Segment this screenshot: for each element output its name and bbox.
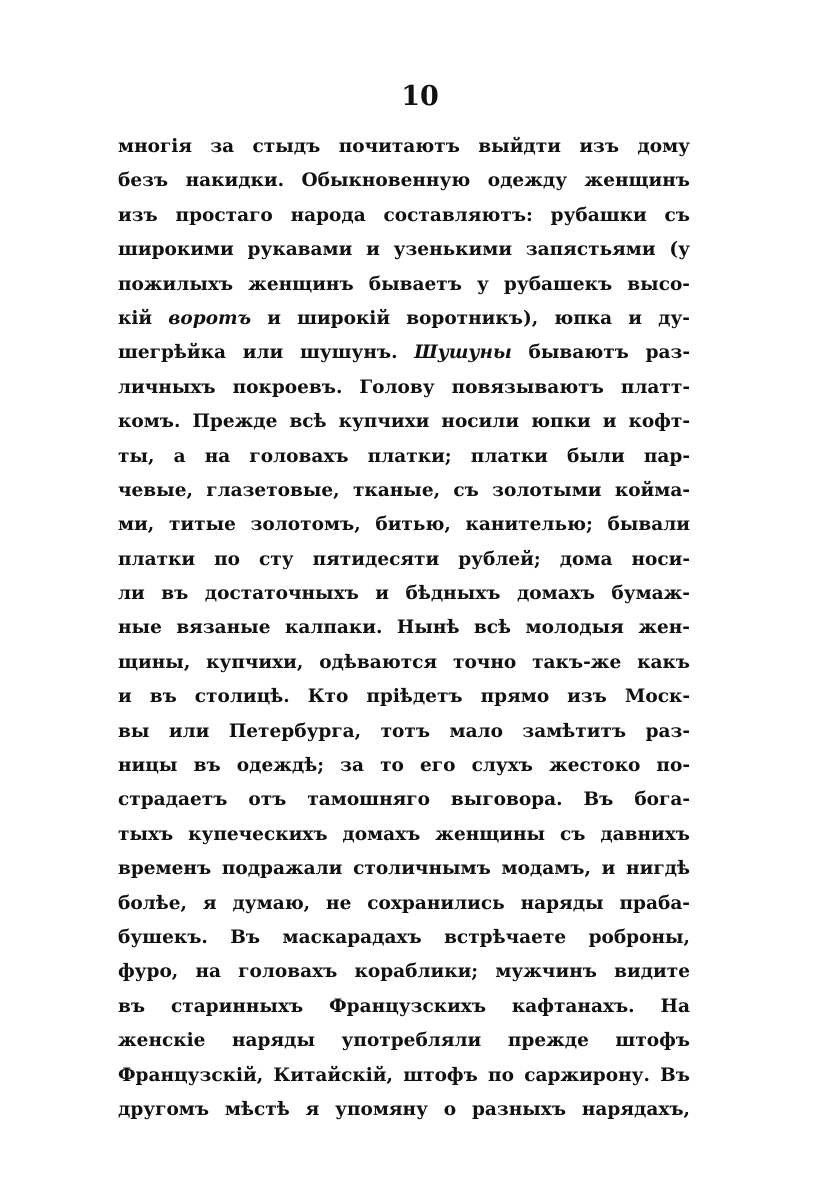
text-line bbox=[118, 749, 690, 783]
text-line bbox=[118, 405, 690, 439]
text-line bbox=[118, 164, 690, 198]
text-segment: безъ накидки. Обыкновенную одежду женщинъ bbox=[118, 170, 690, 192]
text-line bbox=[118, 336, 690, 370]
text-line bbox=[118, 1093, 690, 1127]
text-segment: широкими рукавами и узенькими запястьями (у bbox=[118, 239, 690, 261]
italic-term: Шушуны bbox=[414, 342, 512, 364]
text-line bbox=[118, 955, 690, 989]
text-line bbox=[118, 852, 690, 886]
text-segment: щины, купчихи, одѣваются точно такъ-же какъ bbox=[118, 651, 690, 673]
text-line bbox=[118, 611, 690, 645]
text-line bbox=[118, 990, 690, 1024]
text-line bbox=[118, 130, 690, 164]
text-line bbox=[118, 268, 690, 302]
text-segment: многія за стыдъ почитаютъ выйдти изъ дому bbox=[118, 136, 690, 157]
text-line bbox=[118, 474, 690, 508]
text-segment: бываютъ раз- bbox=[511, 342, 690, 364]
text-line bbox=[118, 887, 690, 921]
text-segment: вы или Петербурга, тотъ мало замѣтитъ раз- bbox=[118, 720, 690, 742]
text-line bbox=[118, 508, 690, 542]
text-line bbox=[118, 233, 690, 267]
text-line bbox=[118, 440, 690, 474]
text-segment: тыхъ купеческихъ домахъ женщины съ давнихъ bbox=[118, 823, 690, 845]
text-segment: и въ столицѣ. Кто пріѣдетъ прямо изъ Моск- bbox=[118, 686, 690, 708]
text-segment: болѣе, я думаю, не сохранились наряды праба- bbox=[118, 892, 690, 914]
text-line bbox=[118, 818, 690, 852]
text-segment: шегрѣйка или шушунъ. bbox=[118, 342, 415, 364]
text-line bbox=[118, 302, 690, 336]
text-segment: ли въ достаточныхъ и бѣдныхъ домахъ бумаж- bbox=[118, 583, 690, 605]
text-segment: платки по сту пятидесяти рублей; дома носи- bbox=[118, 548, 690, 570]
text-segment: кій bbox=[118, 307, 169, 329]
text-segment: временъ подражали столичнымъ модамъ, и нигдѣ bbox=[118, 858, 690, 880]
text-segment: и широкій воротникъ), юпка и ду- bbox=[251, 307, 690, 329]
text-line bbox=[118, 715, 690, 749]
text-segment: ные вязаные калпаки. Нынѣ всѣ молодыя жен- bbox=[118, 617, 690, 639]
text-segment: другомъ мѣстѣ я упомяну о разныхъ нарядахъ, bbox=[118, 1098, 690, 1120]
text-segment: чевые, глазетовые, тканые, съ золотыми коймa- bbox=[118, 479, 690, 501]
text-segment: изъ простаго народа составляютъ: рубашки съ bbox=[118, 204, 690, 226]
text-line bbox=[118, 371, 690, 405]
text-segment: въ старинныхъ Французскихъ кафтанахъ. На bbox=[118, 995, 690, 1017]
text-line bbox=[118, 543, 690, 577]
text-segment: Французскій, Китайскій, штофъ по саржирону. Въ bbox=[118, 1064, 690, 1086]
text-line bbox=[118, 1059, 690, 1093]
page-number: 10 bbox=[401, 81, 439, 112]
text-line bbox=[118, 646, 690, 680]
text-line bbox=[118, 577, 690, 611]
text-line bbox=[118, 680, 690, 714]
text-line bbox=[118, 783, 690, 817]
text-segment: страдаетъ отъ тамошняго выговора. Въ бога- bbox=[118, 789, 690, 811]
text-segment: бушекъ. Въ маскарадахъ встрѣчаете роброны, bbox=[118, 926, 690, 948]
text-segment: пожилыхъ женщинъ бываетъ у рубашекъ высо- bbox=[118, 273, 690, 295]
text-segment: комъ. Прежде всѣ купчихи носили юпки и кофт- bbox=[118, 411, 690, 433]
text-line bbox=[118, 921, 690, 955]
text-segment: личныхъ покроевъ. Голову повязываютъ платт- bbox=[118, 376, 690, 398]
body-text bbox=[118, 130, 690, 1127]
text-segment: ми, титые золотомъ, битью, канителью; бывали bbox=[118, 514, 690, 536]
text-segment: ты, а на головахъ платки; платки были пар- bbox=[118, 445, 690, 467]
text-line bbox=[118, 199, 690, 233]
italic-term: воротъ bbox=[168, 307, 252, 329]
text-line bbox=[118, 1024, 690, 1058]
text-segment: ницы въ одеждѣ; за то его слухъ жестоко по- bbox=[118, 755, 690, 777]
text-segment: женскіе наряды употребляли прежде штофъ bbox=[118, 1030, 690, 1052]
text-segment: фуро, на головахъ кораблики; мужчинъ видите bbox=[118, 961, 690, 983]
